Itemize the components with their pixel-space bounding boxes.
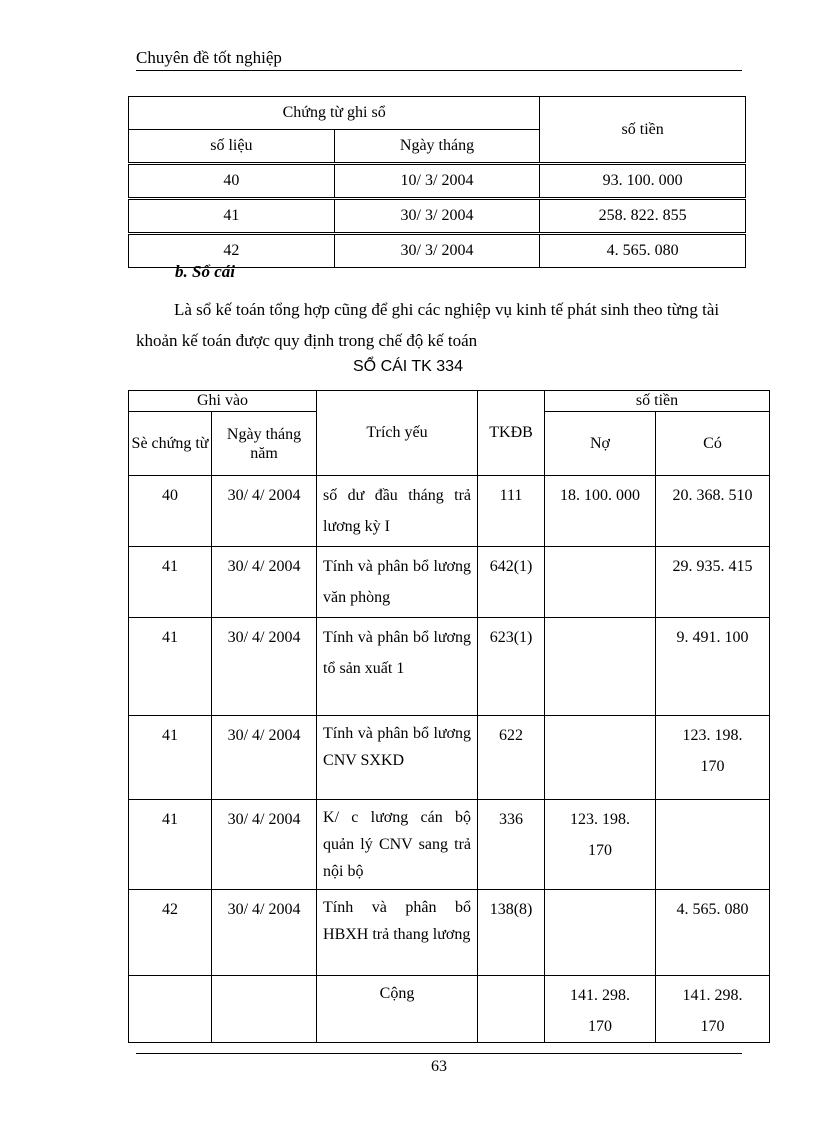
ledger-desc: K/ c lương cán bộ quản lý CNV sang trả nội bộ — [317, 800, 478, 890]
table-row — [129, 164, 746, 199]
ledger-desc: Tính và phân bổ lương tổ sản xuất 1 — [317, 618, 478, 716]
table-row — [129, 476, 770, 547]
voucher-amount: 93. 100. 000 — [540, 164, 746, 199]
ledger-account: 336 — [478, 800, 545, 890]
ledger-total-debit: 141. 298. 170 — [545, 976, 656, 1043]
table-row — [129, 890, 770, 976]
ledger-total-date — [212, 976, 317, 1043]
voucher-amount: 258. 822. 855 — [540, 199, 746, 234]
ledger-debit: 18. 100. 000 — [545, 476, 656, 547]
ledger-credit-header: Có — [656, 412, 770, 476]
voucher-number: 40 — [129, 164, 335, 199]
ledger-total-account — [478, 976, 545, 1043]
ledger-debit: 123. 198. 170 — [545, 800, 656, 890]
ledger-date: 30/ 4/ 2004 — [212, 800, 317, 890]
ledger-credit: 29. 935. 415 — [656, 547, 770, 618]
table-row-total — [129, 976, 770, 1043]
ledger-credit: 123. 198. 170 — [656, 716, 770, 800]
voucher-date: 30/ 3/ 2004 — [334, 234, 540, 268]
table-row — [129, 618, 770, 716]
voucher-amount-header: số tiền — [540, 97, 746, 164]
table-row — [129, 547, 770, 618]
voucher-date-header: Ngày tháng — [334, 130, 540, 164]
ledger-debit — [545, 716, 656, 800]
table-row — [129, 716, 770, 800]
voucher-group-header: Chứng từ ghi sổ — [129, 97, 540, 130]
ledger-date-header: Ngày tháng năm — [212, 412, 317, 476]
ledger-desc: số dư đầu tháng trả lương kỳ I — [317, 476, 478, 547]
voucher-amount: 4. 565. 080 — [540, 234, 746, 268]
section-paragraph: Là sổ kế toán tổng hợp cũng để ghi các nghiệp vụ kinh tế phát sinh theo từng tài khoản kế toán được quy định trong chế độ kế toán — [136, 300, 720, 350]
ledger-account: 623(1) — [478, 618, 545, 716]
ledger-credit: 20. 368. 510 — [656, 476, 770, 547]
ledger-credit: 9. 491. 100 — [656, 618, 770, 716]
ledger-desc: Tính và phân bổ lương văn phòng — [317, 547, 478, 618]
voucher-date: 30/ 3/ 2004 — [334, 199, 540, 234]
ledger-total-voucher — [129, 976, 212, 1043]
ledger-ghi-vao-header: Ghi vào — [129, 391, 317, 412]
ledger-amount-header: số tiền — [545, 391, 770, 412]
ledger-title: SỔ CÁI TK 334 — [353, 358, 463, 375]
ledger-voucher: 41 — [129, 618, 212, 716]
voucher-number-header: số liệu — [129, 130, 335, 164]
ledger-account-header: TKĐB — [478, 391, 545, 476]
page-number: 63 — [136, 1053, 742, 1076]
section-title: b. Sổ cái — [175, 262, 235, 281]
ledger-voucher-header: Sè chứng từ — [129, 412, 212, 476]
ledger-desc: Tính và phân bổ HBXH trả thang lương — [317, 890, 478, 976]
table-row — [129, 199, 746, 234]
ledger-voucher: 41 — [129, 547, 212, 618]
voucher-table — [128, 96, 746, 268]
ledger-total-label: Cộng — [317, 976, 478, 1043]
ledger-debit — [545, 890, 656, 976]
ledger-voucher: 40 — [129, 476, 212, 547]
ledger-voucher: 42 — [129, 890, 212, 976]
ledger-date: 30/ 4/ 2004 — [212, 618, 317, 716]
ledger-debit — [545, 547, 656, 618]
ledger-account: 138(8) — [478, 890, 545, 976]
ledger-debit — [545, 618, 656, 716]
voucher-date: 10/ 3/ 2004 — [334, 164, 540, 199]
ledger-credit: 4. 565. 080 — [656, 890, 770, 976]
ledger-date: 30/ 4/ 2004 — [212, 716, 317, 800]
ledger-account: 622 — [478, 716, 545, 800]
ledger-voucher: 41 — [129, 716, 212, 800]
voucher-number: 41 — [129, 199, 335, 234]
table-row — [129, 800, 770, 890]
voucher-number: 42 — [129, 234, 335, 268]
ledger-date: 30/ 4/ 2004 — [212, 476, 317, 547]
ledger-desc: Tính và phân bổ lương CNV SXKD — [317, 716, 478, 800]
ledger-account: 111 — [478, 476, 545, 547]
ledger-table — [128, 390, 770, 1043]
ledger-date: 30/ 4/ 2004 — [212, 547, 317, 618]
ledger-date: 30/ 4/ 2004 — [212, 890, 317, 976]
page-header: Chuyên đề tốt nghiệp — [136, 48, 742, 71]
ledger-debit-header: Nợ — [545, 412, 656, 476]
ledger-credit — [656, 800, 770, 890]
ledger-account: 642(1) — [478, 547, 545, 618]
ledger-total-credit: 141. 298. 170 — [656, 976, 770, 1043]
ledger-desc-header: Trích yếu — [317, 391, 478, 476]
ledger-voucher: 41 — [129, 800, 212, 890]
